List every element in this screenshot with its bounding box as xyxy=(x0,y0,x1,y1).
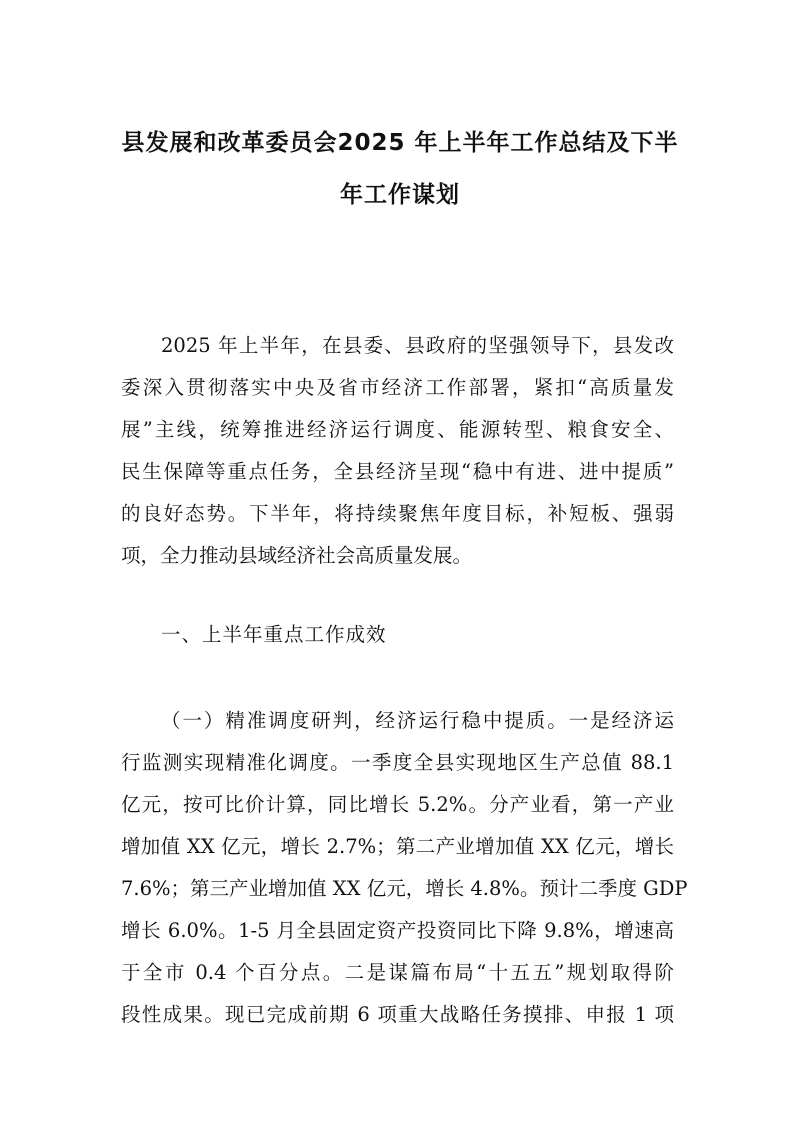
section1-line: 段性成果。现已完成前期 6 项重大战略任务摸排、申报 1 项 xyxy=(121,1003,674,1026)
section1-line: 于全市 0.4 个百分点。二是谋篇布局“十五五”规划取得阶 xyxy=(121,961,674,984)
intro-line: 的良好态势。下半年，将持续聚焦年度目标，补短板、强弱 xyxy=(121,502,674,525)
section1-line: 增长 6.0%。1-5 月全县固定资产投资同比下降 9.8%，增速高 xyxy=(121,919,674,942)
section1-line: 亿元，按可比价计算，同比增长 5.2%。分产业看，第一产业 xyxy=(121,793,674,816)
intro-line: 2025 年上半年，在县委、县政府的坚强领导下，县发改 xyxy=(161,334,674,357)
section1-line: 增加值 XX 亿元，增长 2.7%；第二产业增加值 XX 亿元，增长 xyxy=(121,835,674,858)
section1-line: 7.6%；第三产业增加值 XX 亿元，增长 4.8%。预计二季度 GDP xyxy=(121,877,688,900)
section-heading: 一、上半年重点工作成效 xyxy=(161,623,387,646)
section1-line: 行监测实现精准化调度。一季度全县实现地区生产总值 88.1 xyxy=(121,751,674,774)
document-title-line-1: 县发展和改革委员会2025 年上半年工作总结及下半 xyxy=(121,130,679,156)
document-title-line-2: 年工作谋划 xyxy=(340,182,460,208)
intro-line: 项，全力推动县域经济社会高质量发展。 xyxy=(121,544,473,567)
intro-line: 展”主线，统筹推进经济运行调度、能源转型、粮食安全、 xyxy=(121,418,674,441)
intro-line: 民生保障等重点任务，全县经济呈现“稳中有进、进中提质” xyxy=(121,460,674,483)
section1-line: （一）精准调度研判，经济运行稳中提质。一是经济运 xyxy=(161,709,674,732)
intro-line: 委深入贯彻落实中央及省市经济工作部署，紧扣“高质量发 xyxy=(121,376,674,399)
